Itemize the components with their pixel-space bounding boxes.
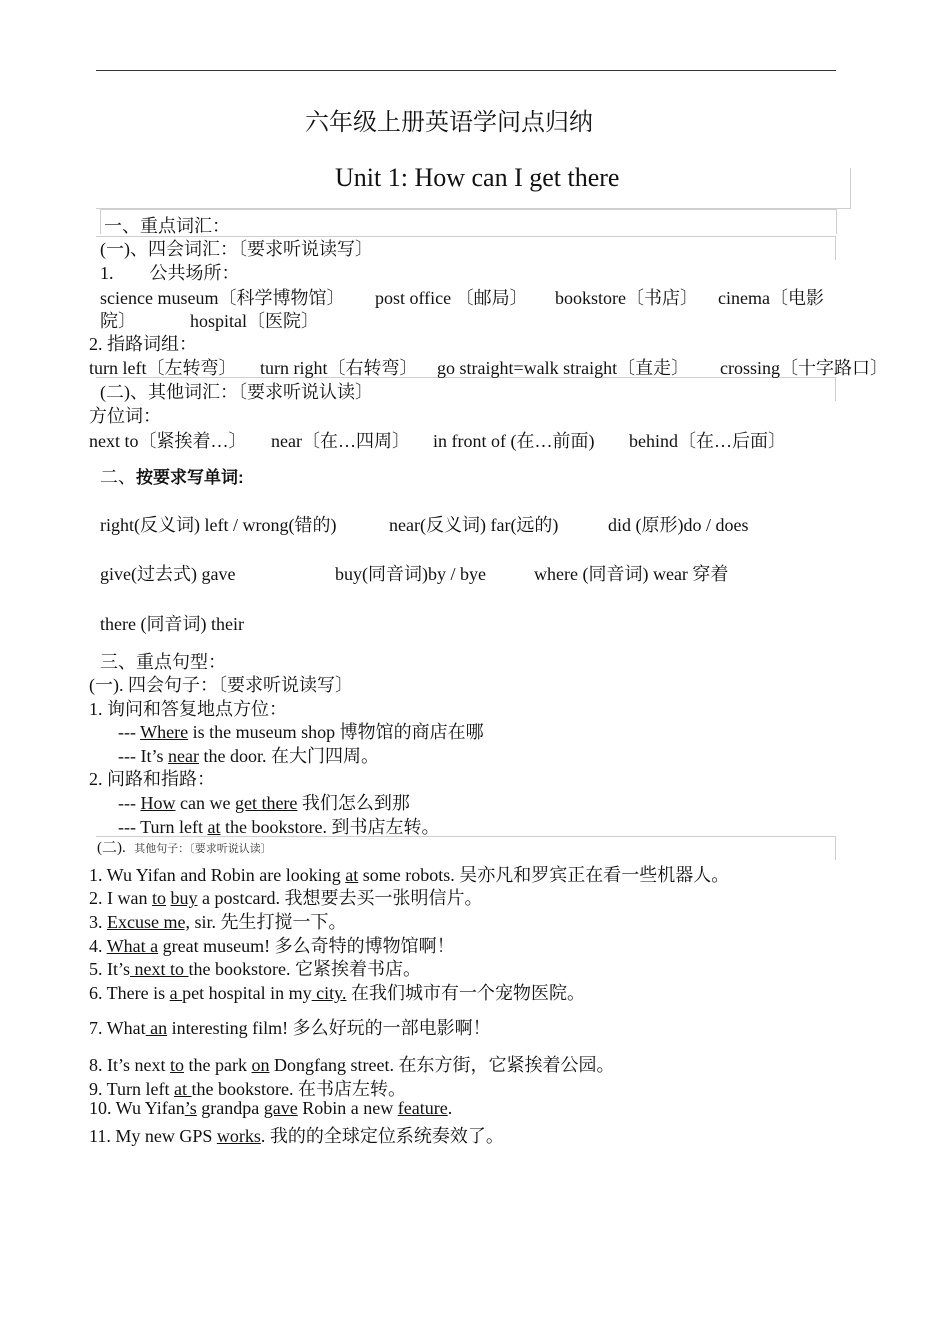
vocab-item: in front of (在…前面) <box>433 431 595 451</box>
directions-label: 2. 指路词组： <box>89 334 197 354</box>
vocab-heading: 一、重点词汇： <box>104 216 230 236</box>
sentence: --- It’s near the door. 在大门四周。 <box>118 746 379 766</box>
sentence-group-title: 1. 询问和答复地点方位： <box>89 699 287 719</box>
unit-title: Unit 1: How can I get there <box>335 163 620 192</box>
sentence: 2. I wan to buy a postcard. 我想要去买一张明信片。 <box>89 888 483 908</box>
vocab-item: crossing〔十字路口〕 <box>720 358 888 378</box>
words-heading-text: 按要求写单词: <box>136 468 244 487</box>
other-vocab-heading: (二)、其他词汇：〔要求听说认读〕 <box>100 382 373 402</box>
sentence: 3. Excuse me, sir. 先生打搅一下。 <box>89 912 347 932</box>
vocab-item: science museum〔科学博物馆〕 <box>100 288 345 308</box>
word-item: near(反义词) far(远的) <box>389 515 559 535</box>
table-border <box>835 236 836 260</box>
sentence: --- How can we get there 我们怎么到那 <box>118 793 410 813</box>
word-item: did (原形)do / does <box>608 515 749 535</box>
sentence: 10. Wu Yifan’s grandpa gave Robin a new feature. <box>89 1098 453 1118</box>
sentence: --- Where is the museum shop 博物馆的商店在哪 <box>118 722 484 742</box>
word-item: right(反义词) left / wrong(错的) <box>100 515 337 535</box>
position-words-label: 方位词： <box>89 406 161 426</box>
vocab-item: near〔在…四周〕 <box>271 431 410 451</box>
vocab-item: 院〕 <box>100 311 136 331</box>
table-border <box>850 168 851 208</box>
sentence: 8. It’s next to the park on Dongfang street. 在东方街，它紧挨着公园。 <box>89 1055 615 1075</box>
top-rule <box>96 70 836 71</box>
vocab-item: next to〔紧挨着…〕 <box>89 431 247 451</box>
sentence-group-title: 2. 问路和指路： <box>89 769 215 789</box>
word-item: there (同音词) their <box>100 614 244 634</box>
vocab-item: behind〔在…后面〕 <box>629 431 786 451</box>
sentence: 1. Wu Yifan and Robin are looking at some robots. 吴亦凡和罗宾正在看一些机器人。 <box>89 865 730 885</box>
vocab-item: cinema〔电影 <box>718 288 824 308</box>
public-places-label: 1. 公共场所： <box>100 263 240 283</box>
word-item: give(过去式) gave <box>100 564 236 584</box>
vocab-item: go straight=walk straight〔直走〕 <box>437 358 690 378</box>
word-item: buy(同音词)by / bye <box>335 564 486 584</box>
sentence: 6. There is a pet hospital in my city. 在我们城市有一个宠物医院。 <box>89 983 585 1003</box>
vocab-item: hospital〔医院〕 <box>190 311 319 331</box>
vocab-item: turn left〔左转弯〕 <box>89 358 237 378</box>
sentence: 9. Turn left at the bookstore. 在书店左转。 <box>89 1079 407 1099</box>
vocab-item: post office 〔邮局〕 <box>375 288 528 308</box>
words-heading-number: 二、 <box>100 467 136 487</box>
sentence: 4. What a great museum! 多么奇特的博物馆啊！ <box>89 936 455 956</box>
four-skills-sentences-heading: (一). 四会句子：〔要求听说读写〕 <box>89 675 353 695</box>
word-item: where (同音词) wear 穿着 <box>534 564 729 584</box>
other-sentences-number: (二). <box>97 840 126 856</box>
words-heading <box>100 463 244 489</box>
sentences-heading: 三、重点句型： <box>100 652 226 672</box>
sentence: --- Turn left at the bookstore. 到书店左转。 <box>118 817 440 837</box>
other-sentences-label: 其他句子：〔要求听说认读〕 <box>134 843 272 855</box>
sentence: 7. What an interesting film! 多么好玩的一部电影啊！ <box>89 1018 491 1038</box>
sentence: 5. It’s next to the bookstore. 它紧挨着书店。 <box>89 959 421 979</box>
sentence: 11. My new GPS works. 我的的全球定位系统奏效了。 <box>89 1126 504 1146</box>
vocab-item: turn right〔右转弯〕 <box>260 358 418 378</box>
other-sentences-heading <box>97 836 272 857</box>
table-border <box>835 836 836 860</box>
four-skills-vocab-heading: (一)、四会词汇：〔要求听说读写〕 <box>100 239 373 259</box>
vocab-item: bookstore〔书店〕 <box>555 288 698 308</box>
document-title: 六年级上册英语学问点归纳 <box>305 110 593 136</box>
table-border <box>835 377 836 401</box>
